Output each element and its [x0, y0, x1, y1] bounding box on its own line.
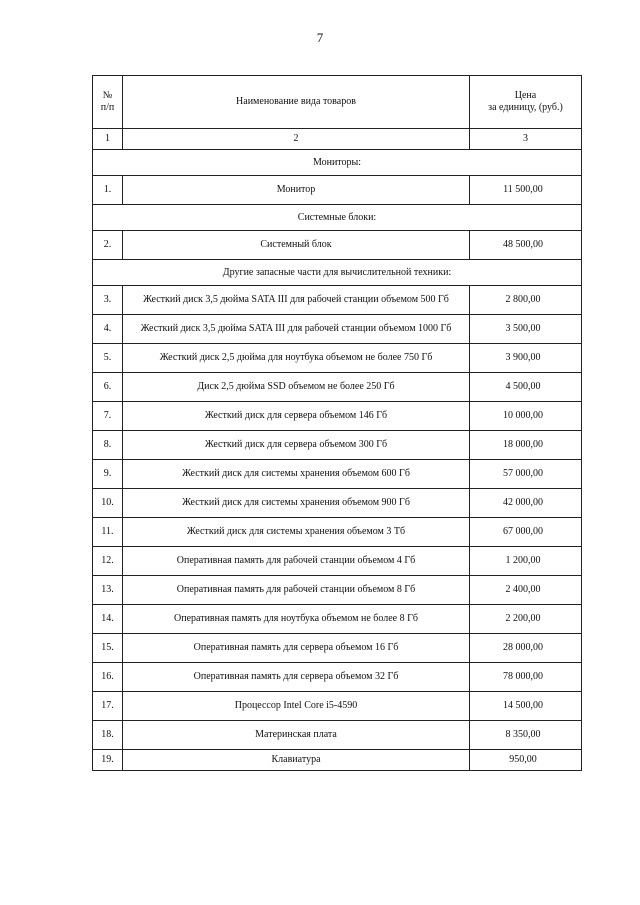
row-price: 67 000,00 [470, 518, 582, 547]
row-name: Материнская плата [123, 721, 470, 750]
row-price: 2 200,00 [470, 605, 582, 634]
row-price: 57 000,00 [470, 460, 582, 489]
column-index-1: 1 [93, 129, 123, 150]
row-price: 28 000,00 [470, 634, 582, 663]
row-price: 11 500,00 [470, 176, 582, 205]
row-number: 15. [93, 634, 123, 663]
header-number [93, 76, 123, 129]
table-row [93, 634, 582, 663]
table-row [93, 402, 582, 431]
row-name: Жесткий диск 3,5 дюйма SATA III для рабочей станции объемом 500 Гб [123, 286, 470, 315]
table-row [93, 576, 582, 605]
row-name: Жесткий диск для сервера объемом 146 Гб [123, 402, 470, 431]
row-name: Клавиатура [123, 750, 470, 771]
table-row [93, 721, 582, 750]
row-number: 19. [93, 750, 123, 771]
table-row [93, 286, 582, 315]
section-row-monitors [93, 150, 582, 176]
row-number: 7. [93, 402, 123, 431]
row-name: Системный блок [123, 231, 470, 260]
row-price: 14 500,00 [470, 692, 582, 721]
row-number: 2. [93, 231, 123, 260]
row-number: 14. [93, 605, 123, 634]
row-price: 42 000,00 [470, 489, 582, 518]
row-price: 1 200,00 [470, 547, 582, 576]
table-row [93, 750, 582, 771]
table-row [93, 315, 582, 344]
row-name: Жесткий диск для сервера объемом 300 Гб [123, 431, 470, 460]
section-row-system-units [93, 205, 582, 231]
column-index-row [93, 129, 582, 150]
row-name: Оперативная память для сервера объемом 32 Гб [123, 663, 470, 692]
header-price [470, 76, 582, 129]
section-title: Мониторы: [93, 150, 582, 176]
header-price-title: Цена [514, 90, 537, 101]
table-row [93, 692, 582, 721]
row-price: 3 500,00 [470, 315, 582, 344]
row-price: 3 900,00 [470, 344, 582, 373]
table-row [93, 518, 582, 547]
row-number: 9. [93, 460, 123, 489]
table-header-row [93, 76, 582, 129]
row-name: Монитор [123, 176, 470, 205]
row-price: 78 000,00 [470, 663, 582, 692]
row-price: 8 350,00 [470, 721, 582, 750]
table-row [93, 605, 582, 634]
row-name: Жесткий диск для системы хранения объемом 600 Гб [123, 460, 470, 489]
row-name: Оперативная память для рабочей станции объемом 4 Гб [123, 547, 470, 576]
row-price: 950,00 [470, 750, 582, 771]
row-name: Процессор Intel Core i5-4590 [123, 692, 470, 721]
row-price: 2 800,00 [470, 286, 582, 315]
row-name: Оперативная память для сервера объемом 16 Гб [123, 634, 470, 663]
section-row-other-parts [93, 260, 582, 286]
header-name: Наименование вида товаров [123, 76, 470, 129]
row-number: 12. [93, 547, 123, 576]
row-name: Жесткий диск 3,5 дюйма SATA III для рабочей станции объемом 1000 Гб [123, 315, 470, 344]
column-index-2: 2 [123, 129, 470, 150]
header-price-unit: за единицу, (руб.) [488, 102, 563, 113]
row-name: Оперативная память для рабочей станции объемом 8 Гб [123, 576, 470, 605]
row-number: 3. [93, 286, 123, 315]
row-name: Жесткий диск для системы хранения объемом 900 Гб [123, 489, 470, 518]
header-number-abbr: п/п [100, 102, 115, 113]
page-number: 7 [316, 30, 324, 45]
row-number: 10. [93, 489, 123, 518]
table-row [93, 431, 582, 460]
table-row [93, 489, 582, 518]
row-number: 13. [93, 576, 123, 605]
table-row [93, 373, 582, 402]
row-number: 8. [93, 431, 123, 460]
row-number: 17. [93, 692, 123, 721]
row-number: 18. [93, 721, 123, 750]
table-row [93, 460, 582, 489]
row-price: 4 500,00 [470, 373, 582, 402]
section-title: Другие запасные части для вычислительной техники: [93, 260, 582, 286]
row-number: 16. [93, 663, 123, 692]
row-number: 6. [93, 373, 123, 402]
row-price: 10 000,00 [470, 402, 582, 431]
table-row [93, 231, 582, 260]
row-price: 48 500,00 [470, 231, 582, 260]
row-name: Жесткий диск 2,5 дюйма для ноутбука объемом не более 750 Гб [123, 344, 470, 373]
row-number: 5. [93, 344, 123, 373]
table-row [93, 663, 582, 692]
column-index-3: 3 [470, 129, 582, 150]
row-name: Жесткий диск для системы хранения объемом 3 Тб [123, 518, 470, 547]
header-number-symbol: № [102, 90, 113, 101]
table-row [93, 547, 582, 576]
row-number: 11. [93, 518, 123, 547]
table-row [93, 176, 582, 205]
price-table [92, 75, 582, 771]
table-row [93, 344, 582, 373]
row-number: 1. [93, 176, 123, 205]
row-price: 2 400,00 [470, 576, 582, 605]
section-title: Системные блоки: [93, 205, 582, 231]
row-number: 4. [93, 315, 123, 344]
row-price: 18 000,00 [470, 431, 582, 460]
row-name: Диск 2,5 дюйма SSD объемом не более 250 Гб [123, 373, 470, 402]
row-name: Оперативная память для ноутбука объемом не более 8 Гб [123, 605, 470, 634]
